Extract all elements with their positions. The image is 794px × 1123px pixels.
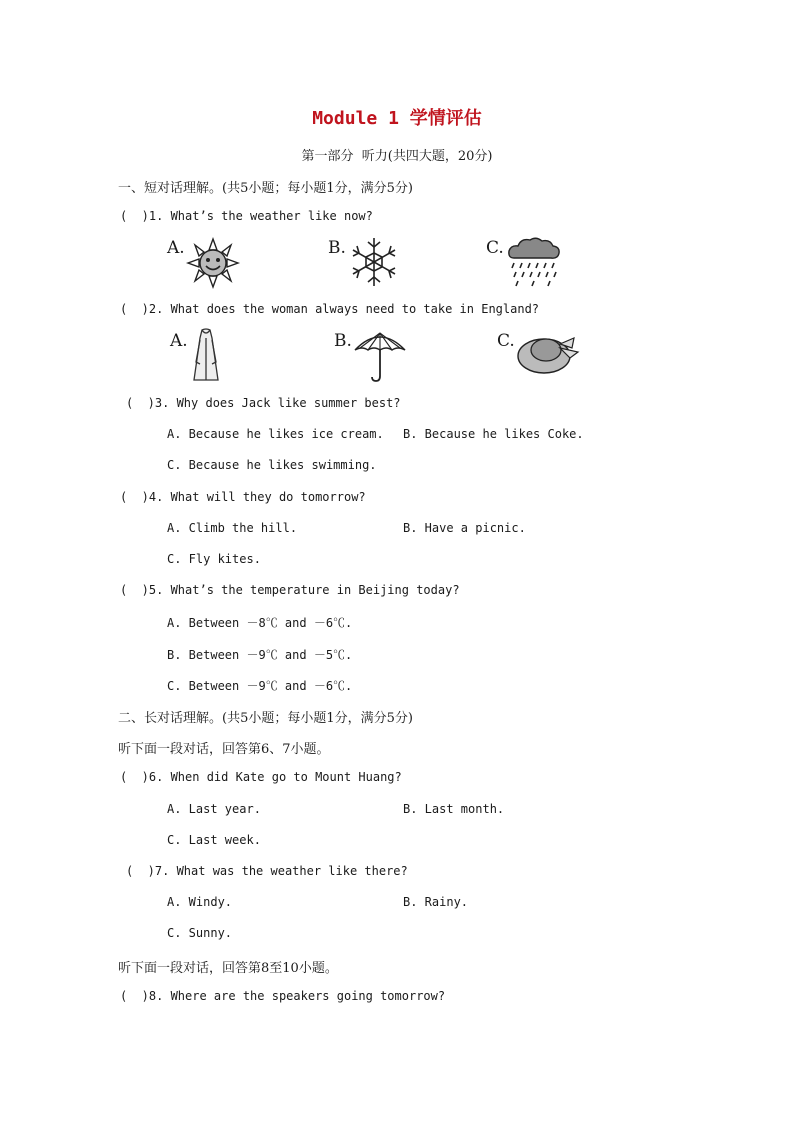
- section-2-instruction-2: 听下面一段对话，回答第8至10小题。: [118, 961, 338, 976]
- q5-option-c: C. Between －9℃ and －6℃.: [167, 679, 353, 693]
- q1-option-c-letter: C.: [486, 238, 504, 258]
- q2-option-c-letter: C.: [497, 331, 515, 351]
- question-7: ( )7. What was the weather like there?: [126, 864, 408, 878]
- sun-icon: [186, 238, 240, 288]
- question-6: ( )6. When did Kate go to Mount Huang?: [120, 770, 402, 784]
- q7-option-a: A. Windy.: [167, 895, 233, 909]
- q6-option-a: A. Last year.: [167, 802, 261, 816]
- sun-hat-icon: [516, 330, 582, 376]
- q2-option-a-letter: A.: [170, 331, 188, 351]
- part-subtitle: 第一部分 听力(共四大题，20分): [301, 149, 493, 164]
- question-8: ( )8. Where are the speakers going tomorrow?: [120, 989, 446, 1003]
- raincoat-icon: [192, 328, 220, 384]
- question-2: ( )2. What does the woman always need to take in England?: [120, 302, 540, 316]
- umbrella-icon: [352, 328, 408, 384]
- question-5: ( )5. What’s the temperature in Beijing today?: [120, 583, 460, 597]
- q5-option-a: A. Between －8℃ and －6℃.: [167, 616, 353, 630]
- q1-option-b-letter: B.: [328, 238, 346, 258]
- section-2-instruction-1: 听下面一段对话，回答第6、7小题。: [118, 742, 330, 757]
- q2-option-b-letter: B.: [334, 331, 352, 351]
- snowflake-icon: [348, 236, 400, 288]
- rain-cloud-icon: [506, 236, 562, 288]
- q6-option-c: C. Last week.: [167, 833, 261, 847]
- q6-option-b: B. Last month.: [403, 802, 505, 816]
- section-1-heading: 一、短对话理解。(共5小题；每小题1分，满分5分): [118, 181, 413, 196]
- question-4: ( )4. What will they do tomorrow?: [120, 490, 366, 504]
- page-title: Module 1 学情评估: [312, 108, 482, 129]
- q4-option-b: B. Have a picnic.: [403, 521, 526, 535]
- q3-option-b: B. Because he likes Coke.: [403, 427, 584, 441]
- q3-option-c: C. Because he likes swimming.: [167, 458, 377, 472]
- q3-option-a: A. Because he likes ice cream.: [167, 427, 384, 441]
- q7-option-b: B. Rainy.: [403, 895, 469, 909]
- q7-option-c: C. Sunny.: [167, 926, 233, 940]
- q4-option-c: C. Fly kites.: [167, 552, 261, 566]
- q5-option-b: B. Between －9℃ and －5℃.: [167, 648, 353, 662]
- section-2-heading: 二、长对话理解。(共5小题；每小题1分，满分5分): [118, 711, 413, 726]
- q1-option-a-letter: A.: [167, 238, 185, 258]
- q4-option-a: A. Climb the hill.: [167, 521, 298, 535]
- question-3: ( )3. Why does Jack like summer best?: [126, 396, 401, 410]
- question-1: ( )1. What’s the weather like now?: [120, 209, 373, 223]
